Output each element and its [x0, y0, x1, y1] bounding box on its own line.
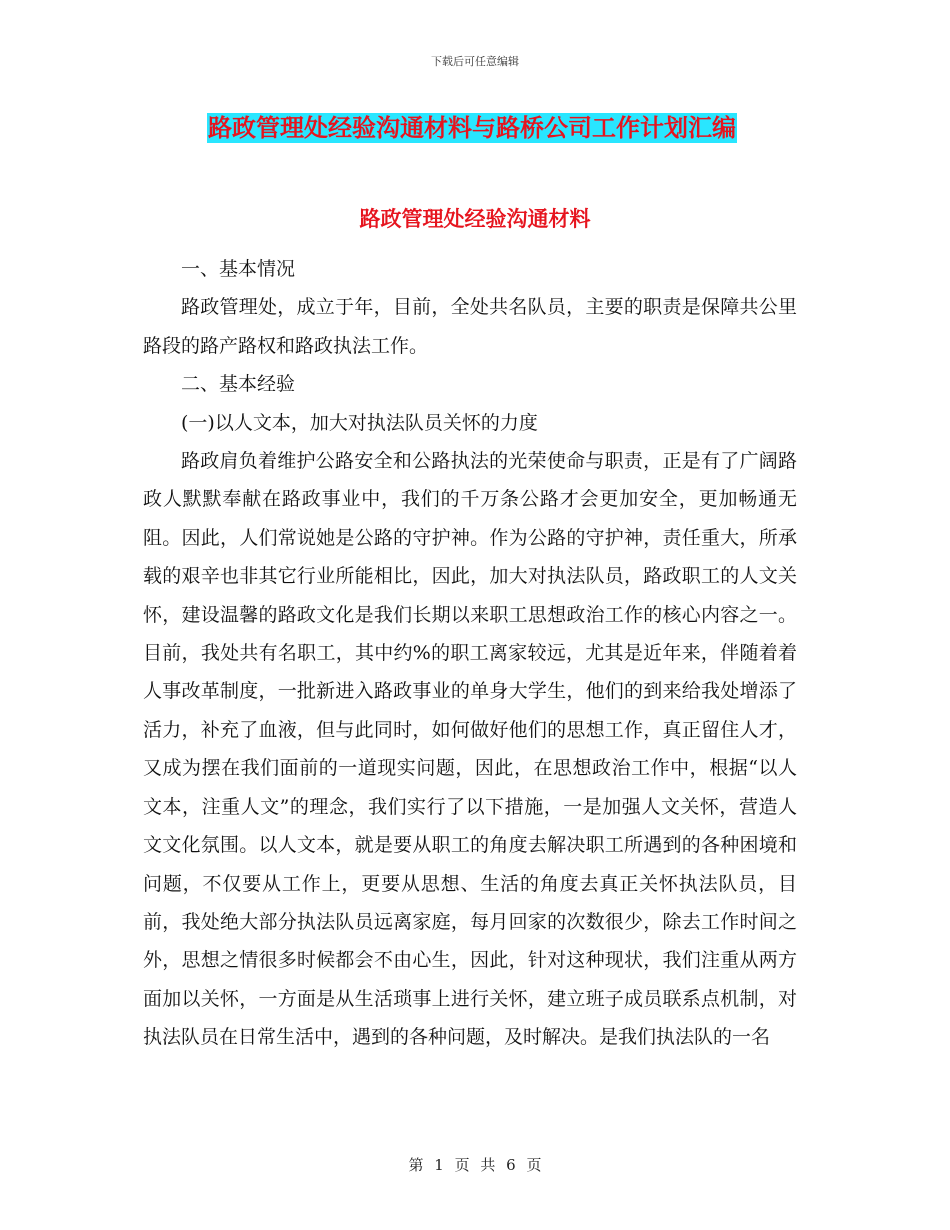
document-body — [143, 250, 797, 1057]
subheading-people-oriented: (一)以人文本，加大对执法队员关怀的力度 — [181, 411, 538, 434]
heading-basic-experience: 二、基本经验 — [181, 373, 296, 396]
document-main-title: 路政管理处经验沟通材料与路桥公司工作计划汇编 — [208, 114, 736, 142]
section-title: 路政管理处经验沟通材料 — [359, 207, 591, 231]
page-footer: 第 1 页 共 6 页 — [408, 1156, 542, 1174]
heading-basic-situation: 一、基本情况 — [181, 258, 296, 280]
paragraph-basic-situation: 路政管理处，成立于年，目前，全处共名队员，主要的职责是保障共公里路段的路产路权和路政执法工作。 — [143, 296, 797, 357]
paragraph-people-oriented: 路政肩负着维护公路安全和公路执法的光荣使命与职责，正是有了广阔路政人默默奉献在路政事业中，我们的千万条公路才会更加安全，更加畅通无阻。因此，人们常说她是公路的守护神。作为公路的守护神，责任重大，所承载的艰辛也非其它行业所能相比，因此，加大对执法队员，路政职工的人文关怀，建设温馨的路政文化是我们长期以来职工思想政治工作的核心内容之一。目前，我处共有名职工，其中约%的职工离家较远，尤其是近年来，伴随着着人事改革制度，一批新进入路政事业的单身大学生，他们的到来给我处增添了活力，补充了血液，但与此同时，如何做好他们的思想工作，真正留住人才，又成为摆在我们面前的一道现实问题，因此，在思想政治工作中，根据“以人文本，注重人文”的理念，我们实行了以下措施，一是加强人文关怀，营造人文文化氛围。以人文本，就是要从职工的角度去解决职工所遇到的各种困境和问题，不仅要从工作上，更要从思想、生活的角度去真正关怀执法队员，目前，我处绝大部分执法队员远离家庭，每月回家的次数很少，除去工作时间之外，思想之情很多时候都会不由心生，因此，针对这种现状，我们注重从两方面加以关怀，一方面是从生活琐事上进行关怀，建立班子成员联系点机制，对执法队员在日常生活中，遇到的各种问题，及时解决。是我们执法队的一名 — [143, 450, 797, 1049]
header-note: 下载后可任意编辑 — [431, 55, 519, 68]
